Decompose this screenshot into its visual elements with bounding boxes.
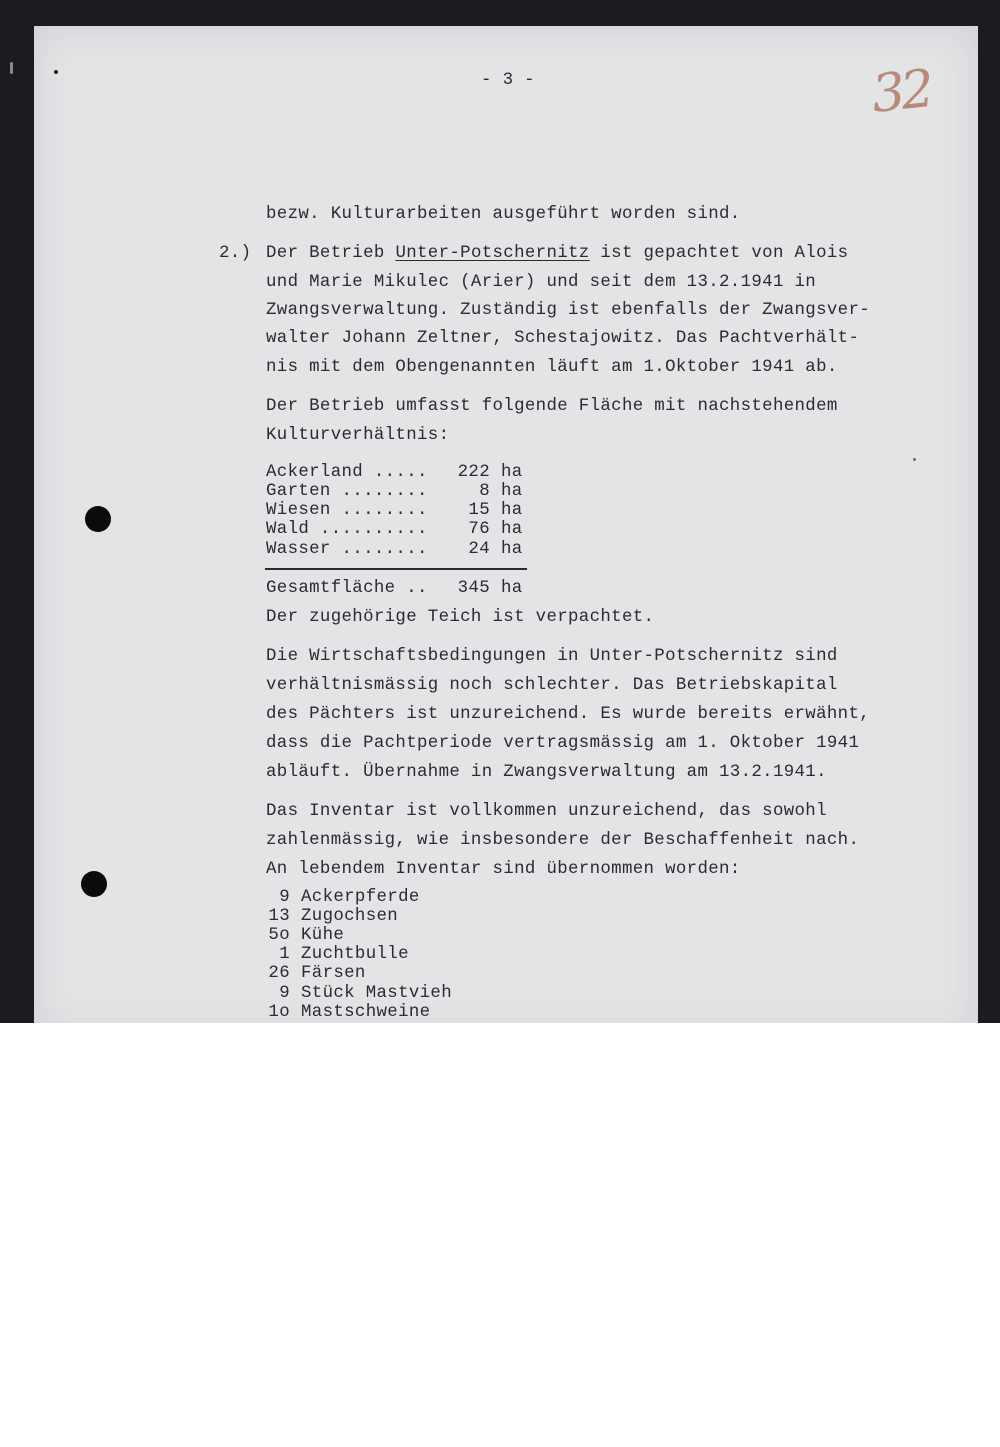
area-intro-line-1: Der Betrieb umfasst folgende Fläche mit nachstehendem [266, 397, 838, 416]
margin-dot [54, 70, 58, 74]
livestock-count: 1o [268, 1003, 290, 1022]
punch-hole-bottom [81, 871, 107, 897]
section2-line-4: walter Johann Zeltner, Schestajowitz. Das Pachtverhält- [266, 329, 860, 348]
land-row-value: 24 [468, 540, 490, 559]
livestock-item: Mastschweine [301, 1003, 431, 1022]
livestock-item: Zugochsen [301, 907, 399, 926]
livestock-count: 1 [279, 945, 290, 964]
land-row-unit: ha [501, 463, 523, 482]
livestock-item: Färsen [301, 964, 366, 983]
inventory-intro-line-2: zahlenmässig, wie insbesondere der Beschaffenheit nach. [266, 831, 860, 850]
pond-note: Der zugehörige Teich ist verpachtet. [266, 608, 655, 627]
section2-line-1 [266, 245, 848, 262]
section2-line-5: nis mit dem Obengenannten läuft am 1.Oktober 1941 ab. [266, 358, 838, 377]
conditions-line-1: Die Wirtschaftsbedingungen in Unter-Potschernitz sind [266, 647, 838, 666]
livestock-item: Stück Mastvieh [301, 984, 453, 1003]
land-row-unit: ha [501, 540, 523, 559]
livestock-item: Ackerpferde [301, 888, 420, 907]
land-row-label: Ackerland ..... [266, 463, 428, 482]
land-row-value: 222 [457, 463, 490, 482]
area-intro-line-2: Kulturverhältnis: [266, 426, 450, 445]
livestock-count: 26 [268, 964, 290, 983]
total-unit: ha [501, 579, 523, 598]
section2-line-3: Zwangsverwaltung. Zuständig ist ebenfalls der Zwangsver- [266, 301, 871, 320]
conditions-line-2: verhältnismässig noch schlechter. Das Betriebskapital [266, 676, 838, 695]
sum-divider-line [265, 568, 527, 570]
livestock-count: 9 [279, 984, 290, 1003]
total-label: Gesamtfläche .. [266, 579, 428, 598]
section2-line-1-end: ist gepachtet von Alois [589, 244, 849, 263]
land-row-value: 76 [468, 520, 490, 539]
conditions-line-4: dass die Pachtperiode vertragsmässig am 1. Oktober 1941 [266, 734, 860, 753]
land-row-value: 8 [479, 482, 490, 501]
conditions-line-3: des Pächters ist unzureichend. Es wurde bereits erwähnt, [266, 705, 871, 724]
intro-line: bezw. Kulturarbeiten ausgeführt worden sind. [266, 205, 741, 224]
scan-edge-mark [10, 62, 13, 74]
land-row-label: Wald .......... [266, 520, 428, 539]
livestock-item: Zuchtbulle [301, 945, 409, 964]
section-marker: 2.) [219, 244, 252, 263]
land-row-unit: ha [501, 501, 523, 520]
inventory-intro-line-1: Das Inventar ist vollkommen unzureichend, das sowohl [266, 802, 827, 821]
land-row-label: Garten ........ [266, 482, 428, 501]
conditions-line-5: abläuft. Übernahme in Zwangsverwaltung am 13.2.1941. [266, 763, 827, 782]
livestock-count: 9 [279, 888, 290, 907]
land-row-unit: ha [501, 520, 523, 539]
land-row-unit: ha [501, 482, 523, 501]
section2-line-2: und Marie Mikulec (Arier) und seit dem 13.2.1941 in [266, 273, 817, 292]
livestock-count: 5o [268, 926, 290, 945]
inventory-intro-line-3: An lebendem Inventar sind übernommen worden: [266, 860, 741, 879]
section2-line-1-start: Der Betrieb [266, 244, 396, 263]
farm-name-underlined: Unter-Potschernitz [395, 244, 590, 263]
total-value: 345 [457, 579, 490, 598]
livestock-count: 13 [268, 907, 290, 926]
punch-hole-top [85, 506, 111, 532]
land-row-label: Wasser ........ [266, 540, 428, 559]
paper-speck [913, 458, 916, 461]
handwritten-folio-number: 32 [869, 59, 934, 125]
land-row-label: Wiesen ........ [266, 501, 428, 520]
page-number: - 3 - [481, 71, 535, 90]
land-row-value: 15 [468, 501, 490, 520]
livestock-item: Kühe [301, 926, 345, 945]
